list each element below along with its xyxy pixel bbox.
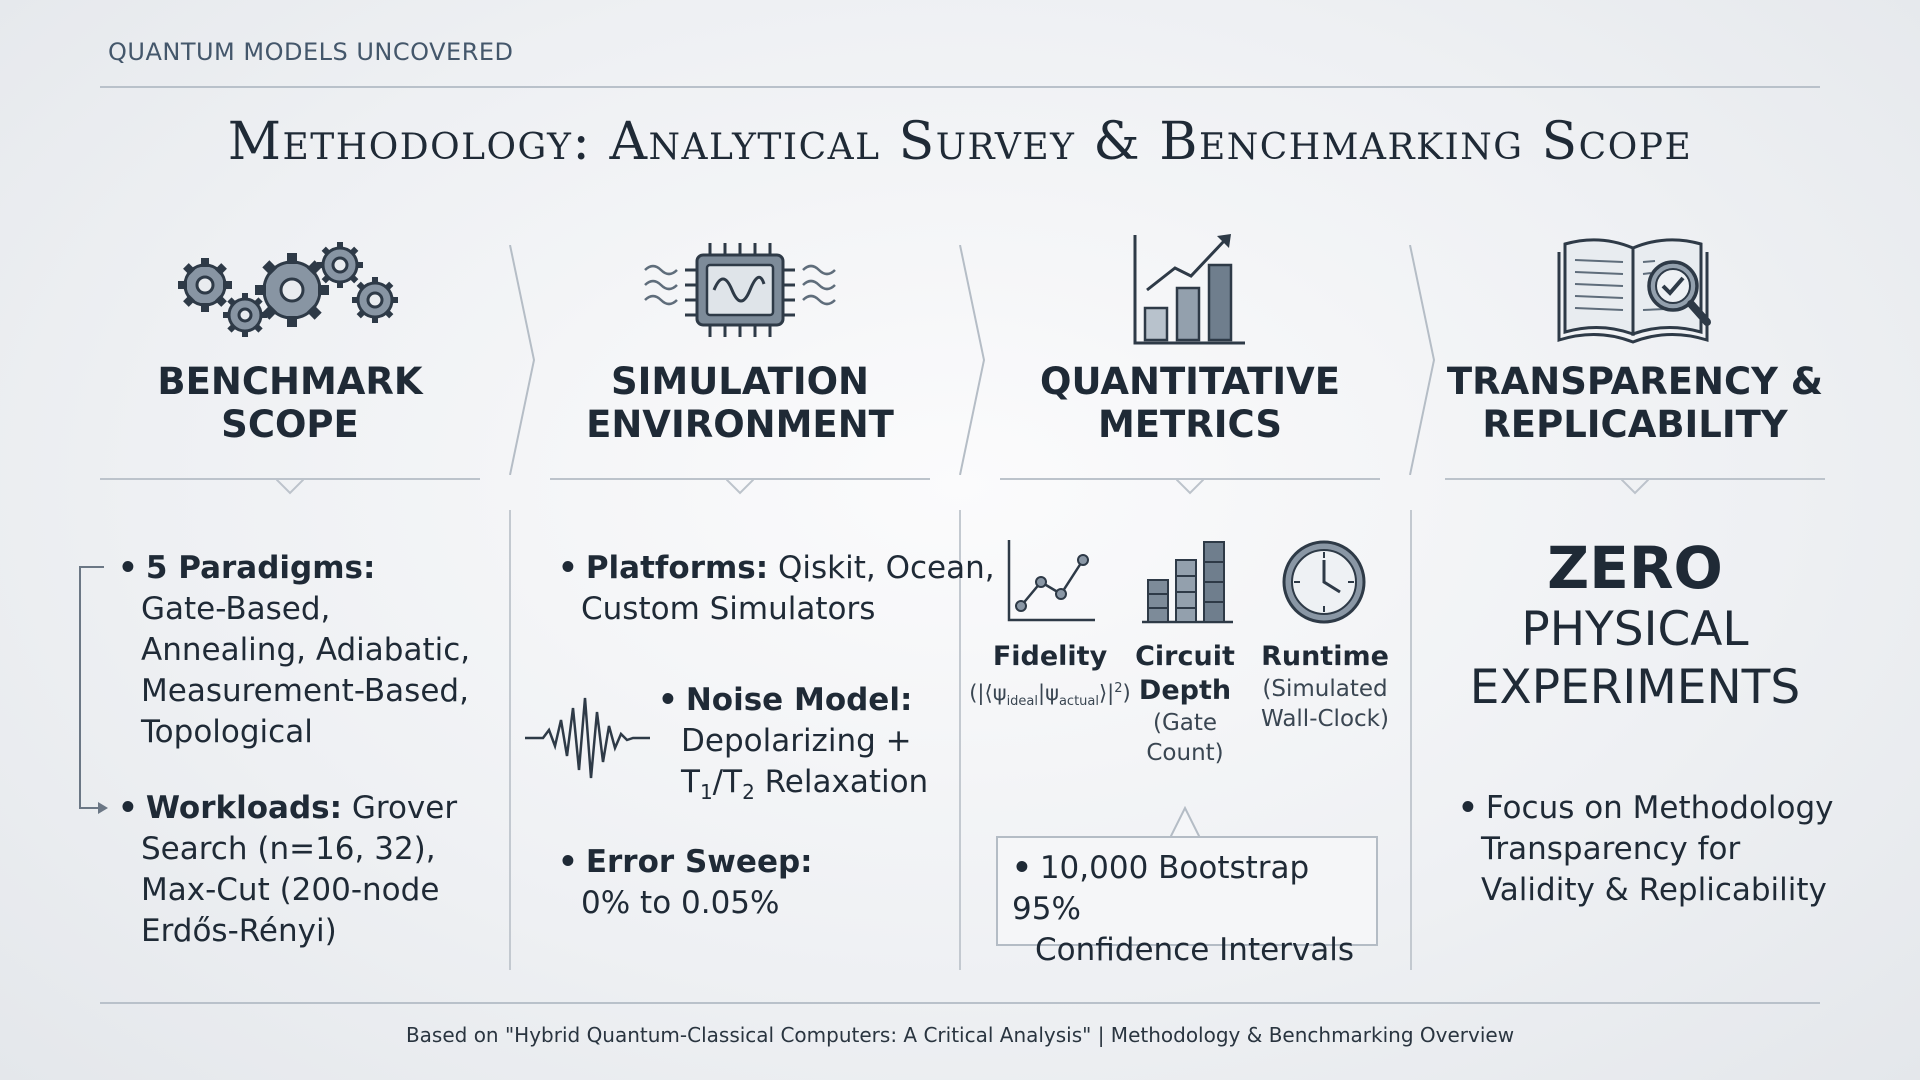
bullet-label: Noise Model: <box>685 682 913 718</box>
metric-label: Fidelity <box>992 641 1108 672</box>
relaxation-line <box>658 762 928 813</box>
bullet-methodology: • Focus on Methodology Transparency for Validity & Replicability <box>1458 788 1834 911</box>
heading-line: SCOPE <box>221 403 359 446</box>
notch-marker <box>726 479 754 495</box>
bullet-text: Qiskit, Ocean, <box>778 550 995 586</box>
fidelity-formula <box>960 674 1140 717</box>
book-magnifier-icon <box>1405 230 1865 350</box>
heading-line: BENCHMARK <box>157 360 423 403</box>
formula-part: (|⟨ψ <box>969 681 1007 705</box>
column-heading <box>60 360 520 446</box>
box-line: Confidence Intervals <box>1035 932 1355 968</box>
bullet-text: Validity & Replicability <box>1481 872 1827 908</box>
metric-label: Runtime <box>1261 641 1389 672</box>
bullet-text: Depolarizing + <box>681 723 912 759</box>
bullet-text: 0% to 0.05% <box>581 885 780 921</box>
bullet-text: Annealing, Adiabatic, <box>141 632 471 668</box>
box-line: 10,000 Bootstrap 95% <box>1012 850 1310 927</box>
heading-line: SIMULATION <box>610 360 870 403</box>
bullet-text: Grover <box>351 790 458 826</box>
heading-line: QUANTITATIVE <box>1039 360 1340 403</box>
big-line: EXPERIMENTS <box>1469 660 1801 715</box>
waveform-icon <box>525 690 650 785</box>
formula-subscript: actual <box>1058 694 1099 710</box>
t1-symbol: T <box>681 764 700 800</box>
bullet-text: Max-Cut (200-node <box>141 872 440 908</box>
bar-chart-icon <box>960 230 1420 350</box>
bullet-text: Transparency for <box>1481 831 1741 867</box>
big-word: ZERO <box>1547 534 1723 602</box>
bullet-text: Measurement-Based, <box>141 673 469 709</box>
bullet-error-sweep: • Error Sweep: 0% to 0.05% <box>558 842 813 924</box>
heading-line: ENVIRONMENT <box>586 403 894 446</box>
heading-line: REPLICABILITY <box>1482 403 1788 446</box>
bullet-label: Platforms: <box>585 550 769 586</box>
notch-marker <box>1621 479 1649 495</box>
subscript: 2 <box>742 780 755 805</box>
stacked-bars-icon <box>1140 538 1235 626</box>
formula-part: |ψ <box>1038 681 1059 705</box>
bullet-text: Erdős-Rényi) <box>141 913 337 949</box>
bootstrap-box <box>996 836 1378 968</box>
t2-symbol: T <box>723 764 743 800</box>
bullet-workloads: • Workloads: Grover Search (n=16, 32), Max-Cut (200-node Erdős-Rényi) <box>118 788 457 952</box>
slash: / <box>712 764 724 800</box>
bullet-label: Error Sweep: <box>585 844 813 880</box>
metric-sub: Wall-Clock) <box>1261 706 1389 732</box>
heading-line: METRICS <box>1097 403 1283 446</box>
metric-sub: Count) <box>1146 740 1224 766</box>
bullet-text: Focus on Methodology <box>1485 790 1834 826</box>
metric-sub: (Simulated <box>1262 676 1388 702</box>
box-text: • 10,000 Bootstrap 95% Confidence Intervals <box>1012 848 1376 971</box>
big-line: PHYSICAL <box>1521 602 1749 657</box>
metric-circuit-depth <box>1130 640 1240 768</box>
formula-part: ) <box>1122 681 1131 705</box>
metric-sub: (Gate <box>1152 710 1218 736</box>
notch-marker <box>276 479 304 495</box>
footer-divider <box>100 1002 1820 1004</box>
column-heading <box>960 360 1420 446</box>
subscript: 1 <box>699 780 713 805</box>
metric-label: Depth <box>1138 675 1232 706</box>
line-graph-icon <box>1003 538 1098 626</box>
column-heading <box>510 360 970 446</box>
page-title: Methodology: Analytical Survey & Benchmarking Scope <box>227 112 1693 172</box>
bullet-label: Workloads: <box>145 790 342 826</box>
heading-line: TRANSPARENCY & <box>1446 360 1824 403</box>
metric-label: Circuit <box>1135 641 1235 672</box>
gears-icon <box>60 230 520 350</box>
metric-fidelity <box>960 640 1140 717</box>
bullet-text: Search (n=16, 32), <box>141 831 436 867</box>
chip-icon <box>510 230 970 350</box>
footer-citation: Based on "Hybrid Quantum-Classical Computers: A Critical Analysis" | Methodology & Benchmarking Overview <box>405 1023 1515 1047</box>
bullet-text: Gate-Based, <box>141 591 331 627</box>
formula-subscript: ideal <box>1006 694 1039 710</box>
bullet-text: Relaxation <box>764 764 929 800</box>
bullet-text: Custom Simulators <box>581 591 876 627</box>
column-heading <box>1405 360 1865 446</box>
bullet-label: 5 Paradigms: <box>145 550 376 586</box>
bullet-paradigms: • 5 Paradigms: Gate-Based, Annealing, Adiabatic, Measurement-Based, Topological <box>118 548 470 753</box>
bullet-platforms: • Platforms: Qiskit, Ocean, Custom Simulators <box>558 548 995 630</box>
zero-callout <box>1405 535 1865 717</box>
kicker-text: QUANTUM MODELS UNCOVERED <box>108 38 514 66</box>
formula-superscript: 2 <box>1114 681 1123 696</box>
formula-part: ⟩| <box>1098 681 1115 705</box>
bullet-noise-model: • Noise Model: Depolarizing + $T_1/T_2$ Relaxation <box>658 680 928 813</box>
metric-runtime <box>1250 640 1400 734</box>
bracket-arrow-icon <box>74 560 114 820</box>
bullet-text: Topological <box>141 714 313 750</box>
pointer-notch <box>1170 806 1200 838</box>
clock-icon <box>1280 538 1368 626</box>
notch-marker <box>1176 479 1204 495</box>
header-divider <box>100 86 1820 88</box>
